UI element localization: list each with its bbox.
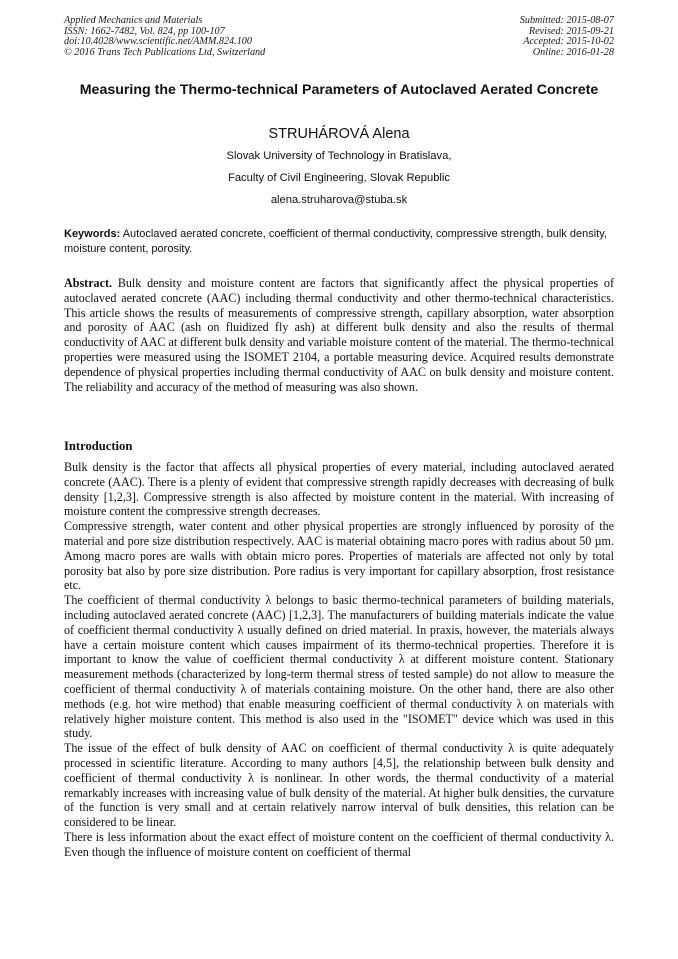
date-online: Online: 2016-01-28 [532,46,614,58]
paragraph: Bulk density is the factor that affects all physical properties of every material, including autoclaved aerated concrete (AAC). There is a plenty of evident that compressive strength rapidly decreases with decreasing of bulk density [1,2,3]. Compressive strength is also affected by moisture content in the material. With increasing of moisture content the compressive strength decreases. [64,460,614,519]
keywords-text: Autoclaved aerated concrete, coefficient of thermal conductivity, compressive strength, bulk density, moisture content, porosity. [64,228,607,255]
journal-name: Applied Mechanics and Materials [64,15,203,26]
author-email: alena.struharova@stuba.sk [270,194,408,206]
author-name: STRUHÁROVÁ Alena [268,126,410,142]
journal-issn: ISSN: 1662-7482, Vol. 824, pp 100-107 [64,25,225,37]
paragraph: The coefficient of thermal conductivity λ belongs to basic thermo-technical parameters of building materials, including autoclaved aerated concrete (AAC) [1,2,3]. The manufacturers of building materials indicate the value of coefficient thermal conductivity λ usually defined on dried material. In praxis, however, the materials always have a certain moisture content which causes impairment of its thermo-technical properties. Therefore it is important to know the value of coefficient thermal conductivity λ at different moisture content. Stationary measurement methods (characterized by long-term thermal stress of tested sample) do not allow to measure the coefficient of thermal conductivity λ of materials containing moisture. On the other hand, there are also other methods (e.g. hot wire method) that enable measuring coefficient of thermal conductivity λ on materials with relatively higher moisture content. This method is also used in the "ISOMET" device which was used in this study. [64,593,614,741]
journal-copyright: © 2016 Trans Tech Publications Ltd, Switzerland [64,46,266,58]
affiliation-university: Slovak University of Technology in Bratislava, [226,150,452,162]
section-heading-introduction: Introduction [64,439,133,453]
abstract-text: Bulk density and moisture content are factors that significantly affect the physical properties of autoclaved aerated concrete (AAC) including thermal conductivity and other thermo-technical characteristics. This article shows the results of measurements of compressive strength, capillary absorption, water absorption and porosity of AAC (ash on fluidized fly ash) at different bulk density and also the results of thermal conductivity of AAC at different bulk density and variable moisture content of the material. The thermo-technical properties were measured using the ISOMET 2104, a portable measuring device. Acquired results demonstrate dependence of physical properties including thermal conductivity of AAC on bulk density and moisture content. The reliability and accuracy of the method of measuring was also shown. [64,276,614,394]
date-accepted: Accepted: 2015-10-02 [523,36,614,47]
abstract [64,276,614,394]
date-revised: Revised: 2015-09-21 [528,25,614,37]
paragraph: Compressive strength, water content and other physical properties are strongly influenced by porosity of the material and pore size distribution respectively. AAC is material obtaining macro pores with radius about 50 µm. Among macro pores are walls with obtain micro pores. Properties of materials are affected not only by total porosity bat also by pore size distribution. Pore radius is very important for capillary absorption, frost resistance etc. [64,519,614,593]
paragraph: There is less information about the exact effect of moisture content on the coefficient of thermal conductivity λ. Even though the influence of moisture content on coefficient of thermal [64,829,614,859]
affiliation-faculty: Faculty of Civil Engineering, Slovak Republic [228,172,450,184]
keywords-label: Keywords: [64,228,121,240]
journal-doi: doi:10.4028/www.scientific.net/AMM.824.100 [64,36,252,47]
paragraph: The issue of the effect of bulk density of AAC on coefficient of thermal conductivity λ is quite adequately processed in scientific literature. According to many authors [4,5], the relationship between bulk density and coefficient of thermal conductivity λ is nonlinear. In other words, the thermal conductivity of a material remarkably increases with increasing value of bulk density of the material. At higher bulk densities, the curvature of the function is very small and at certain relatively narrow interval of bulk densities, this relation can be considered to be linear. [64,741,614,830]
abstract-label: Abstract. [64,276,113,290]
paper-title: Measuring the Thermo-technical Parameters of Autoclaved Aerated Concrete [79,82,599,98]
keywords [64,227,614,256]
date-submitted: Submitted: 2015-08-07 [519,15,614,26]
journal-info [64,16,265,58]
introduction-body [64,460,614,860]
publication-dates [520,16,614,58]
